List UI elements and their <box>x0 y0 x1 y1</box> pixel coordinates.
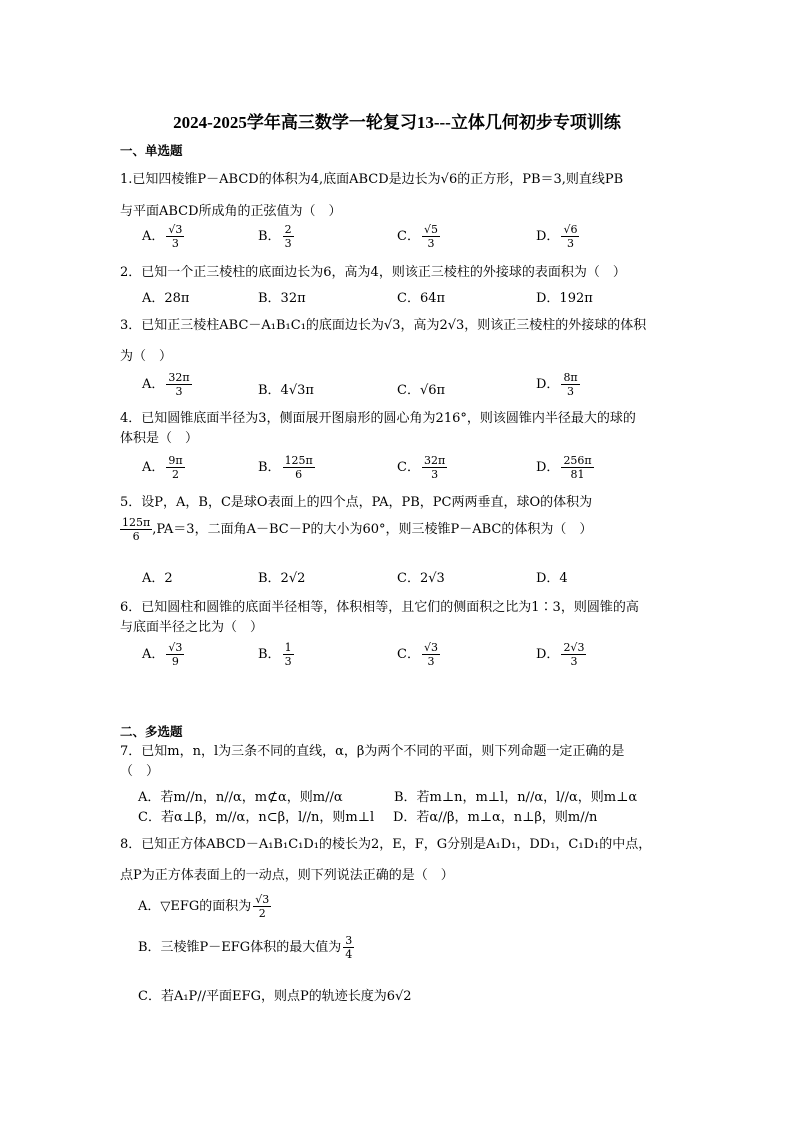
q7-stem-line2: （ ） <box>120 764 160 779</box>
q3-stem-line2: 为（ ） <box>120 349 173 364</box>
q3-option-c: C．√6π <box>397 383 446 398</box>
q8-option-b: B．三棱锥P－EFG体积的最大值为 $\frac{3}{4}$ <box>138 934 353 961</box>
q7-option-b: B．若m⊥n，m⊥l，n//α，l//α，则m⊥α <box>394 790 638 805</box>
q7-stem-line1: 7．已知m，n，l为三条不同的直线，α，β为两个不同的平面，则下列命题一定正确的是 <box>120 744 625 759</box>
q8-option-a: A．▽EFG的面积为 $\frac{√3}{2}$ <box>138 893 270 920</box>
q7-option-a: A．若m//n，n//α，m⊄α，则m//α <box>138 790 343 805</box>
q4-option-b: B． $\frac{125\pi}{6}$ <box>258 454 313 481</box>
q5-stem-line2: $\frac{125\pi}{6}$ ,PA＝3，二面角A－BC－P的大小为60°，则三棱锥P－ABC的体积为（ ） <box>122 516 593 543</box>
q1-option-b: B． $\frac{2}{3}$ <box>258 223 292 250</box>
q5-option-d: D．4 <box>536 571 568 586</box>
q5-option-c: C．2√3 <box>397 571 445 586</box>
q3-option-b: B．4√3π <box>258 383 314 398</box>
q4-option-a: A． $\frac{9\pi}{2}$ <box>142 454 183 481</box>
q8-option-c: C．若A₁P//平面EFG，则点P的轨迹长度为6√2 <box>138 989 412 1004</box>
q8-stem-line2: 点P为正方体表面上的一动点，则下列说法正确的是（ ） <box>120 868 454 883</box>
q6-option-b: B． $\frac{1}{3}$ <box>258 641 292 668</box>
q5-option-a: A．2 <box>142 571 173 586</box>
q4-option-c: C． $\frac{32\pi}{3}$ <box>397 454 446 481</box>
q3-option-d: D． $\frac{8\pi}{3}$ <box>536 371 578 398</box>
q7-option-c: C．若α⊥β，m//α，n⊂β，l//n，则m⊥l <box>138 810 375 825</box>
q1-option-c: C． $\frac{√5}{3}$ <box>397 223 438 250</box>
q6-option-d: D． $\frac{2√3}{3}$ <box>536 641 585 668</box>
q1-stem-line1: 1.已知四棱锥P－ABCD的体积为4,底面ABCD是边长为√6的正方形，PB＝3,则直线PB <box>120 172 624 187</box>
q6-stem-line2: 与底面半径之比为（ ） <box>120 620 264 635</box>
q3-option-a: A． $\frac{32\pi}{3}$ <box>142 371 190 398</box>
page-title: 2024-2025学年高三数学一轮复习13---立体几何初步专项训练 <box>173 113 621 132</box>
q6-option-a: A． $\frac{√3}{9}$ <box>142 641 183 668</box>
q2-option-c: C．64π <box>397 291 446 306</box>
q3-stem-line1: 3．已知正三棱柱ABC－A₁B₁C₁的底面边长为√3，高为2√3，则该正三棱柱的外接球的体积 <box>120 318 647 333</box>
q2-option-d: D．192π <box>536 291 593 306</box>
q4-stem-line1: 4．已知圆锥底面半径为3，侧面展开图扇形的圆心角为216°，则该圆锥内半径最大的球的 <box>120 411 636 426</box>
q4-stem-line2: 体积是（ ） <box>120 431 199 446</box>
q1-option-d: D． $\frac{√6}{3}$ <box>536 223 578 250</box>
section-multiple-choice: 二、多选题 <box>120 724 183 739</box>
q6-option-c: C． $\frac{√3}{3}$ <box>397 641 438 668</box>
q7-option-d: D．若α//β，m⊥α，n⊥β，则m//n <box>393 810 598 825</box>
section-single-choice: 一、单选题 <box>120 143 183 158</box>
q8-stem-line1: 8．已知正方体ABCD－A₁B₁C₁D₁的棱长为2，E，F，G分别是A₁D₁，DD₁，C₁D₁的中点， <box>120 837 652 852</box>
q2-stem: 2．已知一个正三棱柱的底面边长为6，高为4，则该正三棱柱的外接球的表面积为（ ） <box>120 265 626 280</box>
q2-option-b: B．32π <box>258 291 306 306</box>
q4-option-d: D． $\frac{256\pi}{81}$ <box>536 454 592 481</box>
q1-stem-line2: 与平面ABCD所成角的正弦值为（ ） <box>120 204 342 219</box>
q5-stem-line1: 5．设P，A，B，C是球O表面上的四个点，PA，PB，PC两两垂直，球O的体积为 <box>120 495 593 510</box>
q1-option-a: A． $\frac{√3}{3}$ <box>142 223 183 250</box>
q6-stem-line1: 6．已知圆柱和圆锥的底面半径相等，体积相等，且它们的侧面积之比为1∶3，则圆锥的高 <box>120 600 639 615</box>
q2-option-a: A．28π <box>142 291 190 306</box>
q5-option-b: B．2√2 <box>258 571 306 586</box>
